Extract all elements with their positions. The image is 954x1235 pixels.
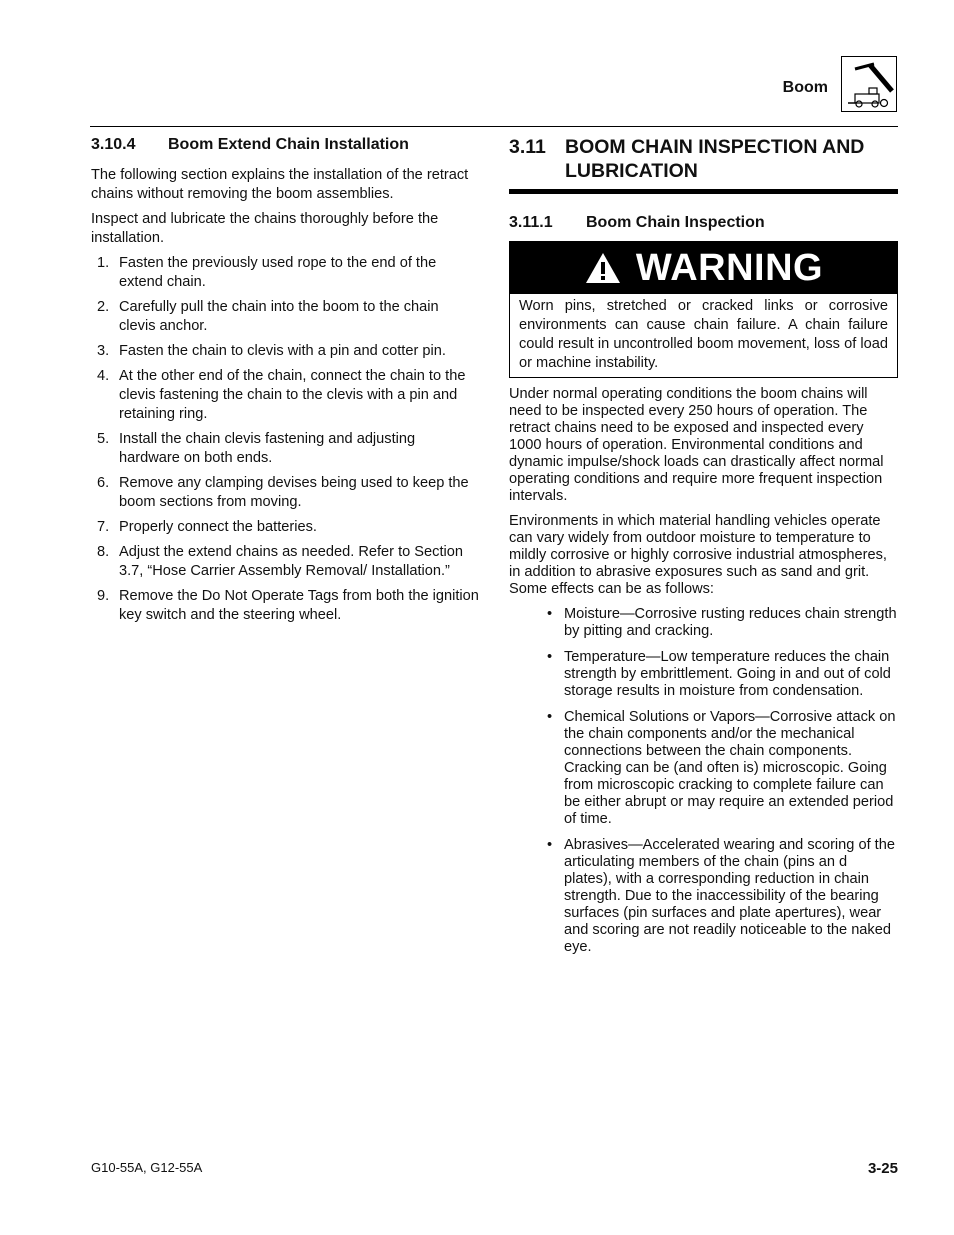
step-number: 4. [97,368,110,384]
step-text: Install the chain clevis fastening and adjusting hardware on both ends. [119,431,416,466]
warning-triangle-icon [584,251,622,285]
list-item [509,649,898,700]
list-item [91,430,479,468]
step-text: At the other end of the chain, connect the chain to the clevis fastening the chain to the clevis with a pin and retaining ring. [119,368,466,422]
section-rule [509,189,898,194]
section-heading-3-10-4 [91,135,479,154]
bullet: • [547,606,553,622]
warning-label: WARNING [635,246,824,289]
warning-text: Worn pins, stretched or cracked links or corrosive environments can cause chain failure. A chain failure could result in uncontrolled boom movement, loss of load or machine instability. [519,298,888,371]
section-number: 3.11 [509,136,546,158]
step-text: Remove the Do Not Operate Tags from both the ignition key switch and the steering wheel. [119,588,479,623]
intro-paragraph: The following section explains the installation of the retract chains without removing the boom assemblies. [91,167,469,202]
bullet-text: Abrasives—Accelerated wearing and scoring of the articulating members of the chain (pins an d plates), with a corresponding reduction in chain strength. Due to the inaccessibility of the bearing surfaces (pin surfaces and plate apertures), wear and scoring are not readily noticeable to the naked eye. [564,837,895,955]
step-number: 1. [97,255,110,271]
list-item [91,474,479,512]
list-item [91,298,479,336]
bullet-text: Moisture—Corrosive rusting reduces chain strength by pitting and cracking. [564,606,897,639]
section-title: BOOM CHAIN INSPECTION AND LUBRICATION [565,136,865,182]
step-text: Adjust the extend chains as needed. Refer to Section 3.7, “Hose Carrier Assembly Removal/ Installation.” [119,544,463,579]
right-column [509,135,898,965]
body-paragraph: Under normal operating conditions the boom chains will need to be inspected every 250 hours of operation. The retract chains need to be exposed and inspected every 1000 hours of operation. Environmental conditions and dynamic impulse/shock loads can drastically affect normal operating conditions and require more frequent inspection intervals. [509,386,884,504]
boom-forklift-icon [841,56,897,112]
intro-paragraph: Inspect and lubricate the chains thoroughly before the installation. [91,211,439,246]
step-text: Carefully pull the chain into the boom to the chain clevis anchor. [119,299,439,334]
section-title: Boom Extend Chain Installation [168,136,409,153]
warning-box [509,241,898,378]
list-item [91,543,479,581]
step-number: 8. [97,544,110,560]
step-number: 3. [97,343,110,359]
step-number: 5. [97,431,110,447]
header-rule [90,126,898,127]
step-text: Remove any clamping devises being used to keep the boom sections from moving. [119,475,469,510]
effects-list [509,606,898,956]
list-item [509,606,898,640]
subsection-heading-3-11-1 [509,214,898,231]
step-text: Fasten the previously used rope to the end of the extend chain. [119,255,437,290]
footer-model: G10-55A, G12-55A [91,1160,203,1175]
step-text: Properly connect the batteries. [119,519,317,535]
step-number: 7. [97,519,110,535]
bullet-text: Temperature—Low temperature reduces the chain strength by embrittlement. Going in and out of cold storage results in moisture from condensation. [564,649,891,699]
running-header-title: Boom [782,79,828,96]
list-item [509,837,898,956]
left-column [91,135,479,631]
list-item [91,254,479,292]
step-text: Fasten the chain to clevis with a pin and cotter pin. [119,343,446,359]
step-number: 9. [97,588,110,604]
step-number: 6. [97,475,110,491]
section-number: 3.10.4 [91,136,136,153]
bullet: • [547,649,553,665]
list-item [91,518,479,537]
bullet: • [547,837,553,853]
subsection-number: 3.11.1 [509,214,553,231]
page-number: 3-25 [867,1160,898,1177]
list-item [509,709,898,828]
bullet-text: Chemical Solutions or Vapors—Corrosive attack on the chain components and/or the mechanical connections between the chain components. Cracking can be (and often is) microscopic. Going from microscopic cracking to complete failure can be either abrupt or may require an extended period of time. [564,709,896,827]
list-item [91,587,479,625]
warning-banner [510,242,897,294]
body-paragraph: Environments in which material handling vehicles operate can vary widely from outdoor moisture to temperature to mildly corrosive or highly corrosive industrial atmospheres, in addition to abrasive exposures such as sand and grit. Some effects can be as follows: [509,513,887,597]
bullet: • [547,709,553,725]
list-item [91,367,479,424]
subsection-title: Boom Chain Inspection [586,214,765,231]
installation-steps [91,254,479,625]
step-number: 2. [97,299,110,315]
section-heading-3-11 [509,135,898,183]
list-item [91,342,479,361]
